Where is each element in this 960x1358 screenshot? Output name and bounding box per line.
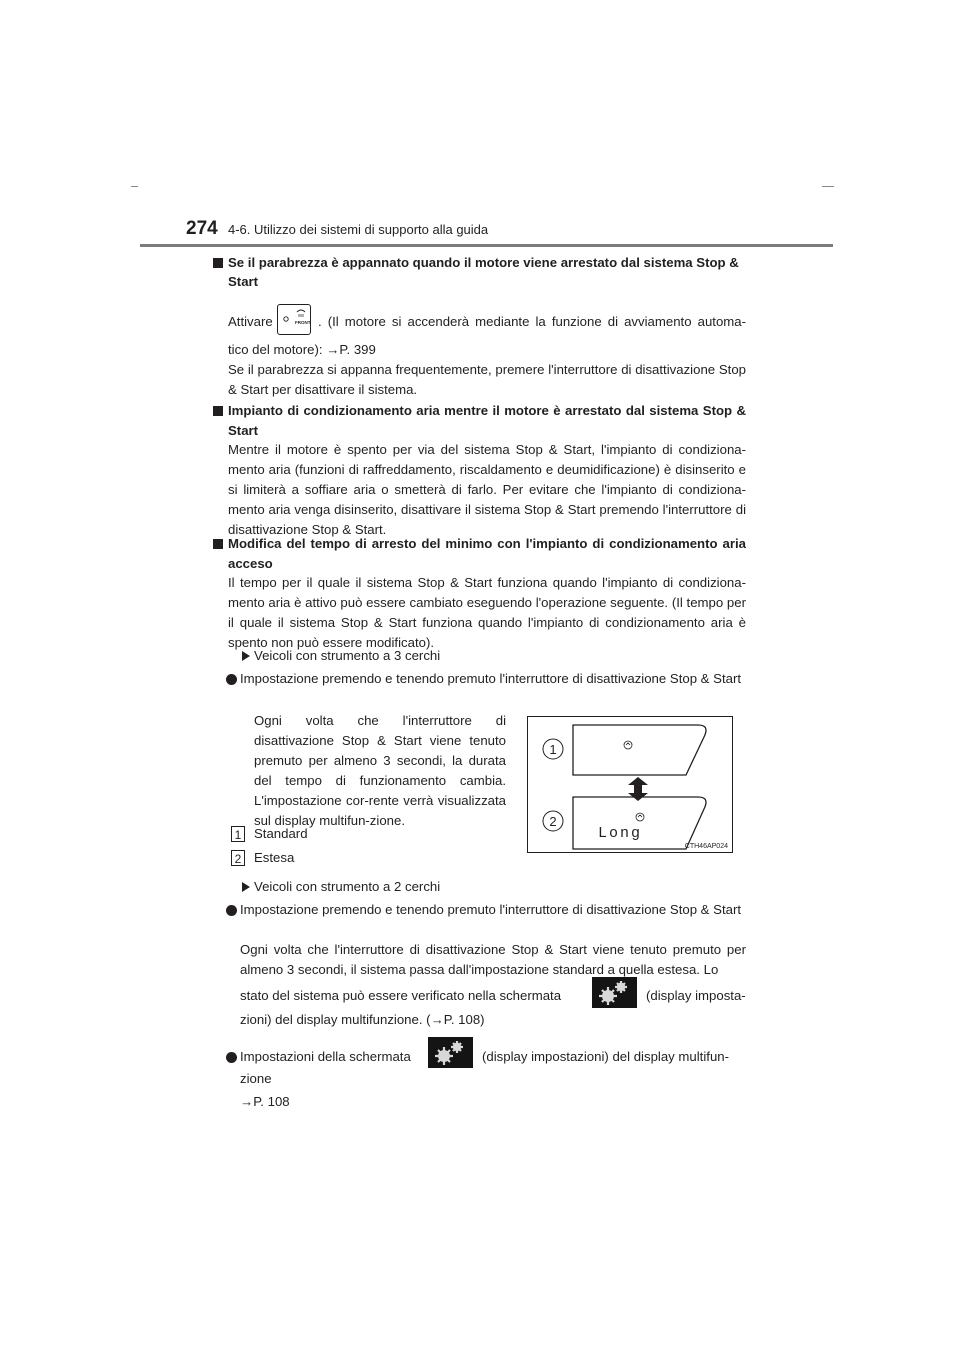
section2-heading: Impianto di condizionamento aria mentre il motore è arrestato dal sistema Stop & Start	[228, 403, 746, 438]
bullet1-text: Ogni volta che l'interruttore di disattivazione Stop & Start viene tenuto premuto per almeno 3 secondi, la durata del tempo di funzionamento cambia. L'impostazione cor-rente verrà visualizzata sul display multifun-zione.	[254, 713, 506, 828]
section-bullet-square-icon	[213, 539, 223, 549]
bullet3-line-a: Impostazioni della schermata	[240, 1049, 411, 1064]
vehicle-2-circles: Veicoli con strumento a 2 cerchi	[254, 879, 441, 894]
svg-text:2: 2	[549, 814, 557, 829]
bullet1-heading: Impostazione premendo e tenendo premuto l'interruttore di disattivazione Stop & Start	[240, 671, 741, 686]
illustration-code: CTH46AP024	[684, 843, 728, 850]
section-bullet-square-icon	[213, 258, 223, 268]
svg-text:FRONT: FRONT	[295, 320, 310, 325]
display-illustration	[527, 716, 733, 853]
bullet3-line-c: zione	[240, 1071, 272, 1086]
crop-mark-left	[131, 186, 138, 187]
item2-number-box: 2	[231, 850, 245, 866]
bullet3-line-b: (display impostazioni) del display multifun-	[482, 1049, 730, 1064]
header-rule	[140, 244, 833, 247]
bullet2-text: Ogni volta che l'interruttore di disattivazione Stop & Start viene tenuto premuto per almeno 3 secondi, il sistema passa dall'impostazione standard a quella estesa. Lo	[240, 942, 746, 977]
section1-line3: tico del motore): →P. 399	[228, 342, 376, 357]
bullet2-line-c: zioni) del display multifunzione. (→P. 108)	[240, 1012, 485, 1027]
item2-label: Estesa	[254, 850, 295, 865]
bullet3-reference: →P. 108	[240, 1094, 290, 1109]
section-bullet-square-icon	[213, 406, 223, 416]
settings-display-gear-icon	[592, 977, 637, 1008]
circle-bullet-icon	[226, 1052, 237, 1063]
crop-mark-right	[822, 186, 834, 187]
circle-bullet-icon	[226, 674, 237, 685]
svg-text:1: 1	[549, 742, 557, 757]
section1-text-after-button: . (Il motore si accenderà mediante la funzione di avviamento automa-	[318, 314, 746, 329]
chapter-title: 4-6. Utilizzo dei sistemi di supporto alla guida	[228, 222, 489, 237]
triangle-bullet-icon	[242, 651, 250, 661]
circle-bullet-icon	[226, 905, 237, 916]
front-defogger-button-icon	[277, 304, 311, 335]
section3-body: Il tempo per il quale il sistema Stop & Start funziona quando l'impianto di condiziona-mento aria è attivo può essere cambiato eseguendo l'operazione seguente. (Il tempo per il quale il sistema Stop & Start funziona quando l'impianto di condizionamento aria è spento non può essere modificato).	[228, 575, 746, 650]
page-number: 274	[186, 218, 218, 239]
settings-display-gear-icon	[428, 1037, 473, 1068]
attivare-text: Attivare	[228, 314, 273, 329]
vehicle-3-circles: Veicoli con strumento a 3 cerchi	[254, 648, 441, 663]
section1-heading-line2: Start	[228, 274, 259, 289]
svg-text:Long: Long	[598, 825, 643, 842]
item1-label: Standard	[254, 826, 308, 841]
bullet2-line-b: (display imposta-	[646, 988, 746, 1003]
bullet2-heading: Impostazione premendo e tenendo premuto l'interruttore di disattivazione Stop & Start	[240, 902, 741, 917]
item1-number-box: 1	[231, 826, 245, 842]
section2-body: Mentre il motore è spento per via del sistema Stop & Start, l'impianto di condiziona-mento aria (funzioni di raffreddamento, riscaldamento e deumidificazione) è disinserito e si limiterà a soffiare aria o smetterà di farlo. Per evitare che l'impianto di condiziona-mento aria venga disinserito, disattivare il sistema Stop & Start premendo l'interruttore di disattivazione Stop & Start.	[228, 442, 746, 537]
triangle-bullet-icon	[242, 882, 250, 892]
bullet2-line-a: stato del sistema può essere verificato nella schermata	[240, 988, 562, 1003]
section3-heading: Modifica del tempo di arresto del minimo con l'impianto di condizionamento aria acceso	[228, 536, 746, 571]
section1-heading-line1: Se il parabrezza è appannato quando il motore viene arrestato dal sistema Stop &	[228, 255, 739, 270]
section1-paragraph2: Se il parabrezza si appanna frequentemente, premere l'interruttore di disattivazione Stop & Start per disattivare il sistema.	[228, 362, 746, 397]
